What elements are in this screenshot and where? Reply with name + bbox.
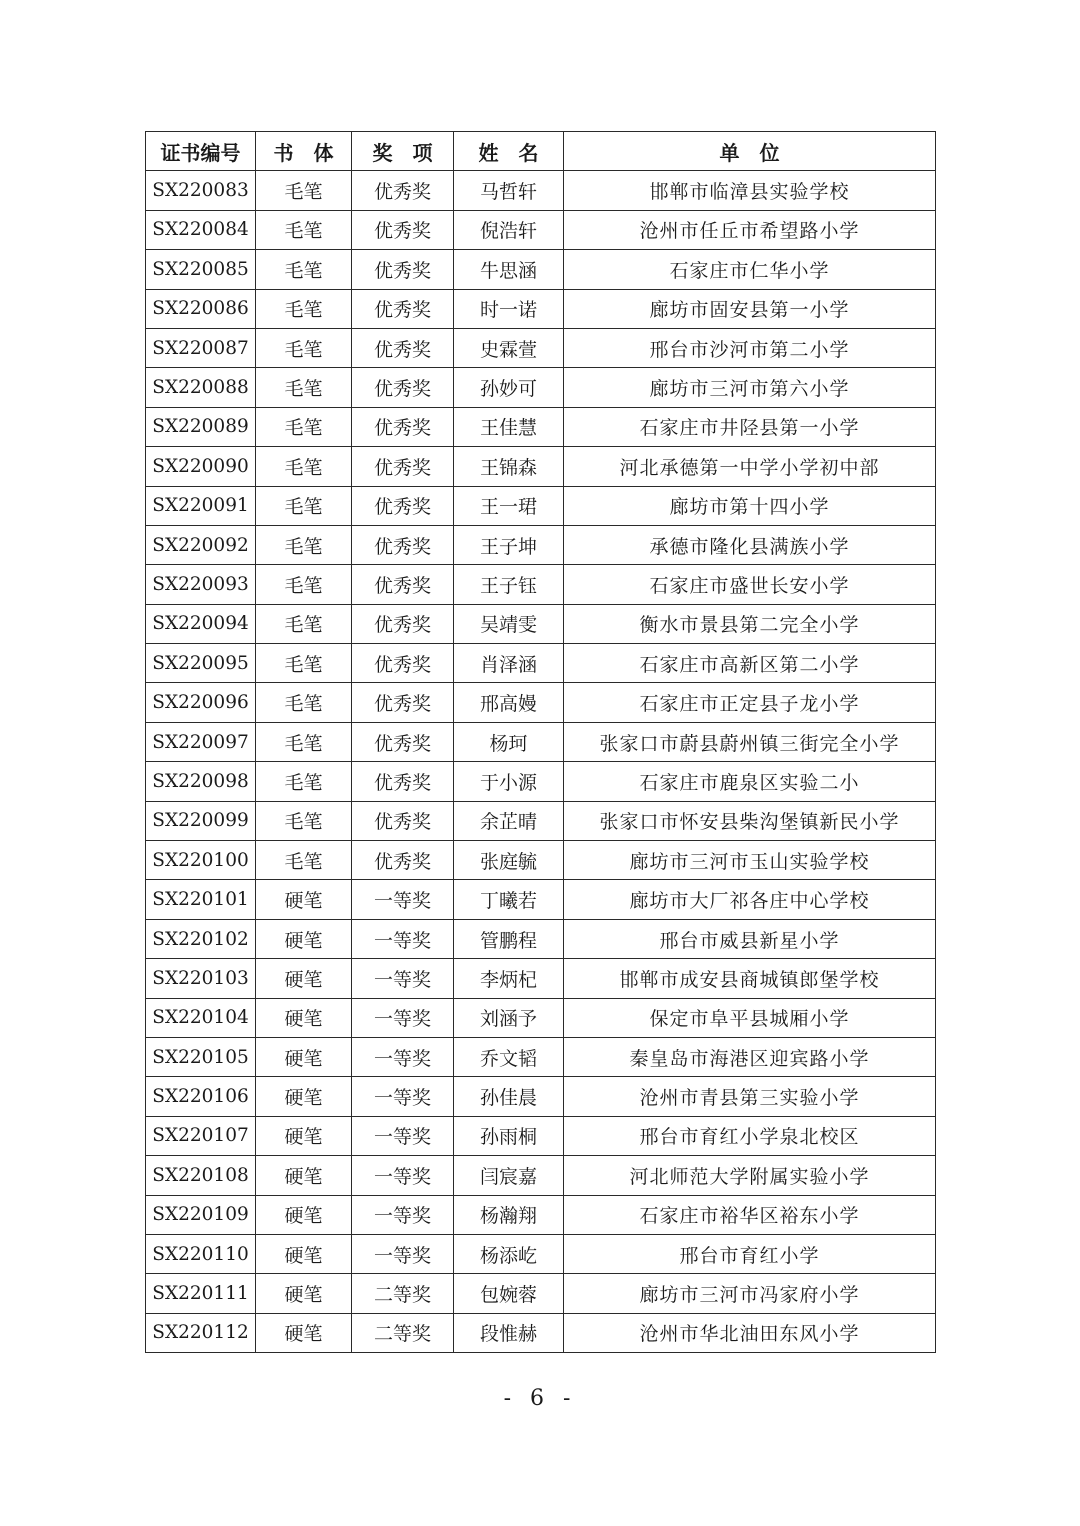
script-style-cell: 毛笔 [256, 762, 352, 801]
table-row [146, 407, 936, 446]
cert-number-cell: SX220101 [146, 880, 256, 919]
table-row [146, 447, 936, 486]
unit-cell: 邯郸市临漳县实验学校 [564, 171, 936, 210]
unit-cell: 廊坊市大厂祁各庄中心学校 [564, 880, 936, 919]
script-style-cell: 毛笔 [256, 289, 352, 328]
script-style-cell: 毛笔 [256, 801, 352, 840]
unit-cell: 廊坊市第十四小学 [564, 486, 936, 525]
award-cell: 一等奖 [352, 880, 454, 919]
unit-cell: 廊坊市三河市冯家府小学 [564, 1274, 936, 1313]
script-style-cell: 硬笔 [256, 1274, 352, 1313]
script-style-cell: 毛笔 [256, 565, 352, 604]
cert-number-cell: SX220086 [146, 289, 256, 328]
script-style-cell: 硬笔 [256, 1195, 352, 1234]
cert-number-cell: SX220094 [146, 604, 256, 643]
student-name-cell: 张庭毓 [454, 841, 564, 880]
student-name-cell: 刘涵予 [454, 998, 564, 1037]
unit-cell: 石家庄市高新区第二小学 [564, 644, 936, 683]
award-cell: 一等奖 [352, 1156, 454, 1195]
cert-number-cell: SX220104 [146, 998, 256, 1037]
award-cell: 优秀奖 [352, 289, 454, 328]
cert-number-cell: SX220111 [146, 1274, 256, 1313]
student-name-cell: 孙雨桐 [454, 1116, 564, 1155]
student-name-cell: 邢高嫚 [454, 683, 564, 722]
cert-number-cell: SX220112 [146, 1313, 256, 1352]
cert-number-cell: SX220110 [146, 1234, 256, 1273]
award-cell: 优秀奖 [352, 171, 454, 210]
table-row [146, 210, 936, 249]
unit-cell: 邯郸市成安县商城镇郎堡学校 [564, 959, 936, 998]
script-style-cell: 硬笔 [256, 1116, 352, 1155]
unit-cell: 邢台市育红小学泉北校区 [564, 1116, 936, 1155]
unit-cell: 石家庄市盛世长安小学 [564, 565, 936, 604]
unit-cell: 河北师范大学附属实验小学 [564, 1156, 936, 1195]
table-row [146, 1116, 936, 1155]
unit-cell: 张家口市蔚县蔚州镇三街完全小学 [564, 722, 936, 761]
unit-cell: 沧州市华北油田东风小学 [564, 1313, 936, 1352]
student-name-cell: 王一珺 [454, 486, 564, 525]
unit-cell: 邢台市沙河市第二小学 [564, 328, 936, 367]
cert-number-cell: SX220103 [146, 959, 256, 998]
award-cell: 优秀奖 [352, 644, 454, 683]
award-cell: 优秀奖 [352, 447, 454, 486]
script-style-cell: 毛笔 [256, 328, 352, 367]
script-style-cell: 毛笔 [256, 486, 352, 525]
cert-number-cell: SX220095 [146, 644, 256, 683]
script-style-cell: 硬笔 [256, 919, 352, 958]
unit-cell: 廊坊市三河市玉山实验学校 [564, 841, 936, 880]
script-style-cell: 毛笔 [256, 841, 352, 880]
cert-number-cell: SX220085 [146, 250, 256, 289]
cert-number-cell: SX220096 [146, 683, 256, 722]
award-cell: 一等奖 [352, 1234, 454, 1273]
award-cell: 优秀奖 [352, 368, 454, 407]
unit-cell: 石家庄市鹿泉区实验二小 [564, 762, 936, 801]
unit-cell: 河北承德第一中学小学初中部 [564, 447, 936, 486]
table-row [146, 644, 936, 683]
script-style-cell: 毛笔 [256, 644, 352, 683]
unit-cell: 沧州市青县第三实验小学 [564, 1077, 936, 1116]
script-style-cell: 硬笔 [256, 1156, 352, 1195]
award-cell: 优秀奖 [352, 565, 454, 604]
script-style-cell: 毛笔 [256, 447, 352, 486]
award-cell: 二等奖 [352, 1313, 454, 1352]
award-cell: 优秀奖 [352, 604, 454, 643]
cert-number-cell: SX220106 [146, 1077, 256, 1116]
unit-cell: 邢台市威县新星小学 [564, 919, 936, 958]
header-cert-number: 证书编号 [146, 132, 256, 171]
student-name-cell: 牛思涵 [454, 250, 564, 289]
student-name-cell: 倪浩轩 [454, 210, 564, 249]
award-cell: 优秀奖 [352, 210, 454, 249]
cert-number-cell: SX220084 [146, 210, 256, 249]
award-cell: 一等奖 [352, 959, 454, 998]
student-name-cell: 马哲轩 [454, 171, 564, 210]
table-row [146, 1077, 936, 1116]
cert-number-cell: SX220083 [146, 171, 256, 210]
script-style-cell: 硬笔 [256, 1037, 352, 1076]
unit-cell: 石家庄市正定县子龙小学 [564, 683, 936, 722]
award-cell: 一等奖 [352, 1077, 454, 1116]
table-row [146, 841, 936, 880]
student-name-cell: 丁曦若 [454, 880, 564, 919]
award-cell: 优秀奖 [352, 328, 454, 367]
table-row [146, 525, 936, 564]
table-row [146, 604, 936, 643]
cert-number-cell: SX220108 [146, 1156, 256, 1195]
cert-number-cell: SX220102 [146, 919, 256, 958]
table-row [146, 1313, 936, 1352]
award-cell: 一等奖 [352, 919, 454, 958]
script-style-cell: 硬笔 [256, 1313, 352, 1352]
script-style-cell: 毛笔 [256, 525, 352, 564]
table-row [146, 998, 936, 1037]
award-cell: 优秀奖 [352, 407, 454, 446]
student-name-cell: 段惟赫 [454, 1313, 564, 1352]
script-style-cell: 硬笔 [256, 1077, 352, 1116]
student-name-cell: 肖泽涵 [454, 644, 564, 683]
script-style-cell: 毛笔 [256, 210, 352, 249]
script-style-cell: 毛笔 [256, 722, 352, 761]
table-row [146, 959, 936, 998]
student-name-cell: 余芷晴 [454, 801, 564, 840]
header-award: 奖 项 [352, 132, 454, 171]
header-unit: 单 位 [564, 132, 936, 171]
table-row [146, 1274, 936, 1313]
table-row [146, 565, 936, 604]
script-style-cell: 毛笔 [256, 407, 352, 446]
award-cell: 优秀奖 [352, 486, 454, 525]
unit-cell: 沧州市任丘市希望路小学 [564, 210, 936, 249]
award-cell: 优秀奖 [352, 841, 454, 880]
cert-number-cell: SX220109 [146, 1195, 256, 1234]
cert-number-cell: SX220089 [146, 407, 256, 446]
table-row [146, 250, 936, 289]
table-row [146, 328, 936, 367]
script-style-cell: 硬笔 [256, 959, 352, 998]
unit-cell: 石家庄市井陉县第一小学 [564, 407, 936, 446]
student-name-cell: 闫宸嘉 [454, 1156, 564, 1195]
header-script-style: 书 体 [256, 132, 352, 171]
unit-cell: 石家庄市裕华区裕东小学 [564, 1195, 936, 1234]
student-name-cell: 孙佳晨 [454, 1077, 564, 1116]
unit-cell: 承德市隆化县满族小学 [564, 525, 936, 564]
cert-number-cell: SX220093 [146, 565, 256, 604]
cert-number-cell: SX220100 [146, 841, 256, 880]
award-cell: 二等奖 [352, 1274, 454, 1313]
student-name-cell: 杨珂 [454, 722, 564, 761]
student-name-cell: 史霖萱 [454, 328, 564, 367]
script-style-cell: 毛笔 [256, 250, 352, 289]
student-name-cell: 管鹏程 [454, 919, 564, 958]
table-body [146, 171, 936, 1353]
unit-cell: 邢台市育红小学 [564, 1234, 936, 1273]
award-cell: 一等奖 [352, 1195, 454, 1234]
award-table [145, 131, 936, 1353]
student-name-cell: 王子钰 [454, 565, 564, 604]
student-name-cell: 王子坤 [454, 525, 564, 564]
cert-number-cell: SX220099 [146, 801, 256, 840]
cert-number-cell: SX220087 [146, 328, 256, 367]
award-cell: 优秀奖 [352, 722, 454, 761]
table-row [146, 880, 936, 919]
unit-cell: 保定市阜平县城厢小学 [564, 998, 936, 1037]
student-name-cell: 李炳杞 [454, 959, 564, 998]
script-style-cell: 硬笔 [256, 880, 352, 919]
cert-number-cell: SX220097 [146, 722, 256, 761]
cert-number-cell: SX220090 [146, 447, 256, 486]
script-style-cell: 毛笔 [256, 171, 352, 210]
page-number: - 6 - [503, 1386, 577, 1411]
unit-cell: 秦皇岛市海港区迎宾路小学 [564, 1037, 936, 1076]
award-cell: 优秀奖 [352, 250, 454, 289]
table-row [146, 1037, 936, 1076]
table-row [146, 1156, 936, 1195]
student-name-cell: 孙妙可 [454, 368, 564, 407]
table-row [146, 289, 936, 328]
student-name-cell: 王锦森 [454, 447, 564, 486]
script-style-cell: 毛笔 [256, 683, 352, 722]
table-row [146, 1234, 936, 1273]
cert-number-cell: SX220098 [146, 762, 256, 801]
header-name: 姓 名 [454, 132, 564, 171]
unit-cell: 廊坊市三河市第六小学 [564, 368, 936, 407]
cert-number-cell: SX220091 [146, 486, 256, 525]
table-row [146, 171, 936, 210]
table-row [146, 486, 936, 525]
award-cell: 一等奖 [352, 1116, 454, 1155]
student-name-cell: 吴靖雯 [454, 604, 564, 643]
cert-number-cell: SX220105 [146, 1037, 256, 1076]
student-name-cell: 于小源 [454, 762, 564, 801]
cert-number-cell: SX220088 [146, 368, 256, 407]
award-cell: 优秀奖 [352, 762, 454, 801]
award-cell: 优秀奖 [352, 683, 454, 722]
script-style-cell: 毛笔 [256, 368, 352, 407]
student-name-cell: 杨瀚翔 [454, 1195, 564, 1234]
script-style-cell: 毛笔 [256, 604, 352, 643]
student-name-cell: 包婉蓉 [454, 1274, 564, 1313]
script-style-cell: 硬笔 [256, 998, 352, 1037]
unit-cell: 张家口市怀安县柴沟堡镇新民小学 [564, 801, 936, 840]
student-name-cell: 时一诺 [454, 289, 564, 328]
cert-number-cell: SX220092 [146, 525, 256, 564]
table-row [146, 801, 936, 840]
script-style-cell: 硬笔 [256, 1234, 352, 1273]
cert-number-cell: SX220107 [146, 1116, 256, 1155]
table-row [146, 368, 936, 407]
award-cell: 一等奖 [352, 1037, 454, 1076]
award-cell: 一等奖 [352, 998, 454, 1037]
unit-cell: 石家庄市仁华小学 [564, 250, 936, 289]
table-header-row [146, 132, 936, 171]
student-name-cell: 王佳慧 [454, 407, 564, 446]
student-name-cell: 乔文韬 [454, 1037, 564, 1076]
table-row [146, 1195, 936, 1234]
table-row [146, 722, 936, 761]
student-name-cell: 杨添屹 [454, 1234, 564, 1273]
table-row [146, 919, 936, 958]
award-cell: 优秀奖 [352, 525, 454, 564]
unit-cell: 廊坊市固安县第一小学 [564, 289, 936, 328]
award-cell: 优秀奖 [352, 801, 454, 840]
unit-cell: 衡水市景县第二完全小学 [564, 604, 936, 643]
table-row [146, 683, 936, 722]
table-row [146, 762, 936, 801]
